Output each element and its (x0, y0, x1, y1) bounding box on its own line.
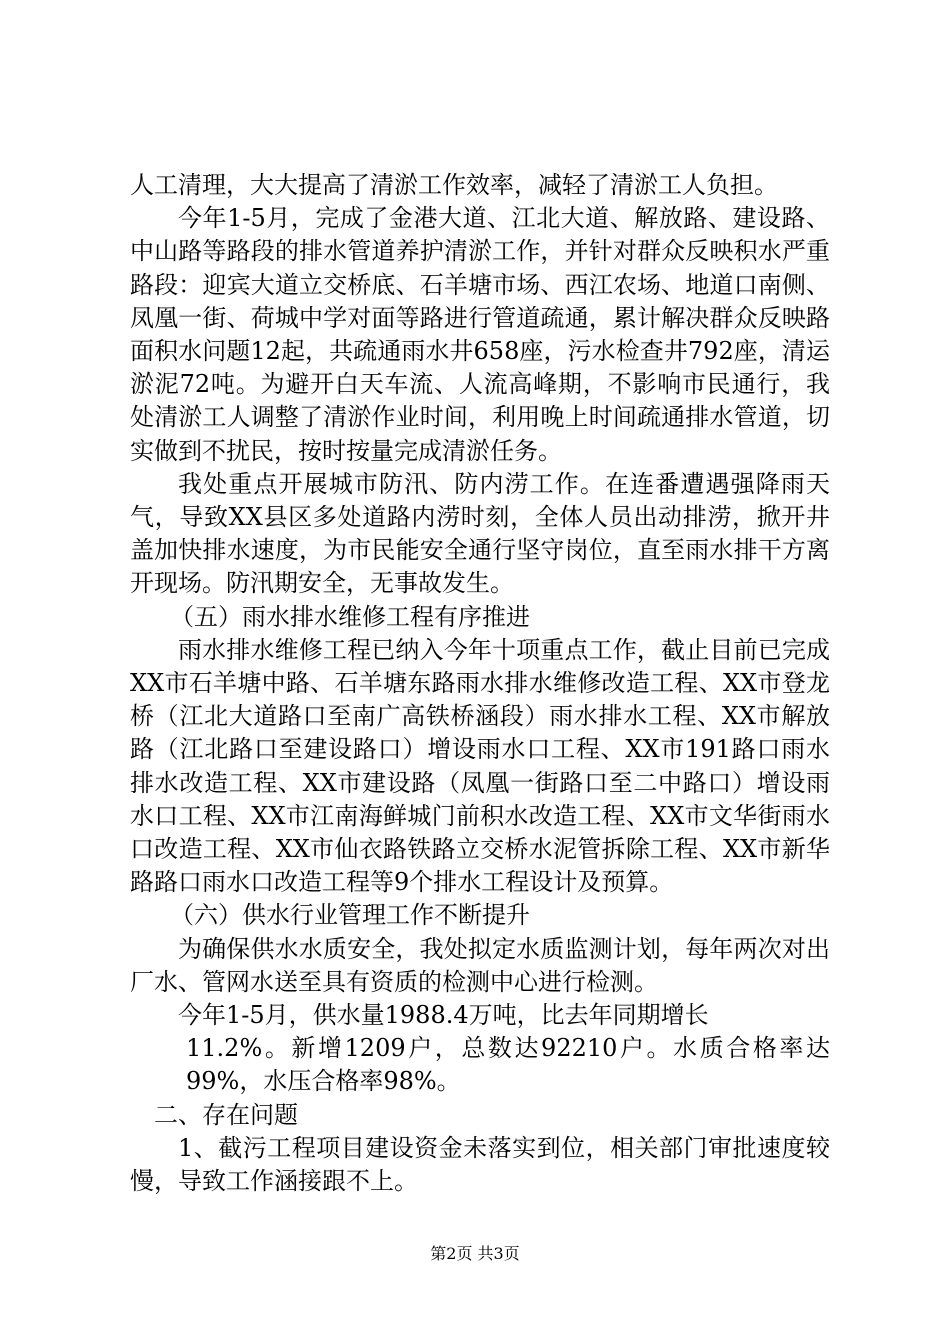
section-heading-problems: 二、存在问题 (154, 1100, 298, 1129)
paragraph-continued: 人工清理，大大提高了清淤工作效率，减轻了清淤工人负担。 (130, 171, 778, 199)
paragraph-water-supply: 今年1-5月，供水量1988.4万吨，比去年同期增长 (178, 1001, 709, 1030)
paragraph-flood-control: 我处重点开展城市防汛、防内涝工作。在连番遭遇强降雨天气，导致XX县区多处道路内涝时刻，全体人员出动排涝，掀开井盖加快排水速度，为市民能安全通行坚守岗位，直至雨水排干方离开现场。防汛期安全，无事故发生。 (130, 469, 830, 598)
paragraph-water-stats: 11.2%。新增1209户，总数达92210户。水质合格率达99%，水压合格率98%。 (186, 1034, 830, 1096)
section-heading-six: （六）供水行业管理工作不断提升 (170, 901, 530, 930)
paragraph-drainage-projects: 雨水排水维修工程已纳入今年十项重点工作，截止目前已完成XX市石羊塘中路、石羊塘东路雨水排水维修改造工程、XX市登龙桥（江北大道路口至南广高铁桥涵段）雨水排水工程、XX市解放路（江北路口至建设路口）增设雨水口工程、XX市191路口雨水排水改造工程、XX市建设路（凤凰一街路口至二中路口）增设雨水口工程、XX市江南海鲜城门前积水改造工程、XX市文华街雨水口改造工程、XX市仙衣路铁路立交桥水泥管拆除工程、XX市新华路路口雨水口改造工程等9个排水工程设计及预算。 (130, 635, 830, 897)
page-number-footer: 第2页 共3页 (430, 1244, 520, 1263)
paragraph-water-quality: 为确保供水水质安全，我处拟定水质监测计划，每年两次对出厂水、管网水送至具有资质的检测中心进行检测。 (130, 934, 830, 996)
section-heading-five: （五）雨水排水维修工程有序推进 (170, 602, 530, 631)
paragraph-dredging-work: 今年1-5月，完成了金港大道、江北大道、解放路、建设路、中山路等路段的排水管道养护清淤工作，并针对群众反映积水严重路段：迎宾大道立交桥底、石羊塘市场、西江农场、地道口南侧、凤凰一街、荷城中学对面等路进行管道疏通，累计解决群众反映路面积水问题12起，共疏通雨水井658座，污水检查井792座，清运淤泥72吨。为避开白天车流、人流高峰期，不影响市民通行，我处清淤工人调整了清淤作业时间，利用晚上时间疏通排水管道，切实做到不扰民，按时按量完成清淤任务。 (130, 204, 830, 465)
paragraph-problem-one: 1、截污工程项目建设资金未落实到位，相关部门审批速度较慢，导致工作涵接跟不上。 (130, 1133, 830, 1196)
document-body (130, 169, 830, 1198)
